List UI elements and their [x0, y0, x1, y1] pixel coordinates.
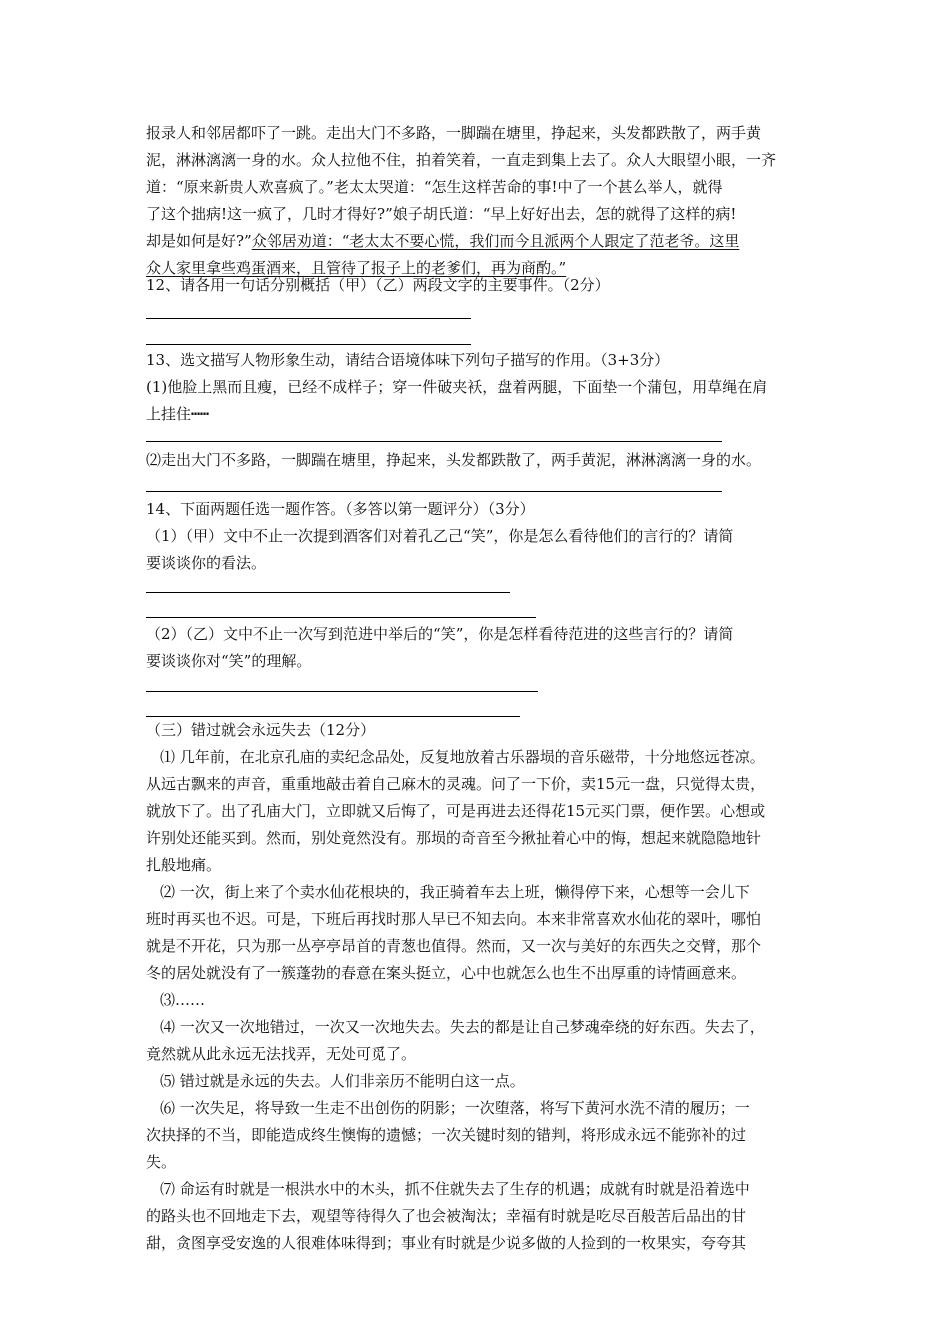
question-14-item-2 — [146, 621, 806, 675]
question-item: 要谈谈你对“笑”的理解。 — [146, 652, 312, 670]
question-item: (1)他脸上黑而且瘦，已经不成样子；穿一件破夹袄，盘着两腿，下面垫一个蒲包，用草绳在肩 — [146, 378, 768, 396]
paragraph-line: 许别处还能买到。然而，别处竟然没有。那埙的奇音至今揪扯着心中的悔，想起来就隐隐地针 — [146, 829, 762, 847]
question-title: 13、选文描写人物形象生动，请结合语境体味下列句子描写的作用。（3+3分） — [146, 351, 670, 369]
question-item: （1）（甲）文中不止一次提到酒客们对着孔乙己“笑”，你是怎么看待他们的言行的？请简 — [146, 527, 734, 545]
answer-line[interactable] — [146, 441, 722, 442]
passage-line: 泥，淋淋漓漓一身的水。众人拉他不住，拍着笑着，一直走到集上去了。众人大眼望小眼，一齐 — [146, 151, 777, 169]
question-13 — [146, 347, 806, 428]
paragraph-line: 扎般地痛。 — [146, 856, 222, 874]
passage-underlined-text: 众邻居劝道：“老太太不要心慌，我们而今且派两个人跟定了范老爷。这里 — [251, 232, 740, 250]
question-text: 12、请各用一句话分别概括（甲）（乙）两段文字的主要事件。（2分） — [146, 276, 610, 294]
passage-line: 道：“原来新贵人欢喜疯了。”老太太哭道：“怎生这样苦命的事!中了一个甚么举人，就得 — [146, 178, 723, 196]
question-item: 上挂住┅┅ — [146, 405, 210, 423]
passage-excerpt — [146, 120, 806, 282]
question-item: ⑵走出大门不多路，一脚踹在塘里，挣起来，头发都跌散了，两手黄泥，淋淋漓漓一身的水。 — [146, 451, 762, 469]
paragraph-line: 冬的居处就没有了一簇蓬勃的春意在案头挺立，心中也就怎么也生不出厚重的诗情画意来。 — [146, 964, 747, 982]
question-item: （2）（乙）文中不止一次写到范进中举后的“笑”，你是怎样看待范进的这些言行的？请简 — [146, 625, 734, 643]
question-14 — [146, 496, 806, 577]
answer-line[interactable] — [146, 617, 536, 618]
paragraph-line: ⑺ 命运有时就是一根洪水中的木头，抓不住就失去了生存的机遇；成就有时就是沿着选中 — [160, 1180, 750, 1198]
question-13-item-2 — [146, 447, 806, 474]
passage-underlined-line: 众人家里拿些鸡蛋酒来，且管待了报子上的老爹们，再为商酌。” — [146, 259, 567, 277]
paragraph-line: 就放下了。出了孔庙大门，立即就又后悔了，可是再进去还得花15元买门票，便作罢。心想或 — [146, 802, 766, 820]
paragraph-line: ⑴ 几年前，在北京孔庙的卖纪念品处，反复地放着古乐器埙的音乐磁带，十分地悠远苍凉。 — [160, 748, 765, 766]
answer-line[interactable] — [146, 344, 471, 345]
paragraph-line: 班时再买也不迟。可是，下班后再找时那人早已不知去向。本来非常喜欢水仙花的翠叶，哪怕 — [146, 910, 762, 928]
answer-line[interactable] — [146, 318, 471, 319]
question-12 — [146, 272, 806, 299]
paragraph-line: 的路头也不回地走下去，观望等待得久了也会被淘汰；幸福有时就是吃尽百般苦后品出的甘 — [146, 1207, 747, 1225]
question-item: 要谈谈你的看法。 — [146, 554, 267, 572]
passage-line-mixed — [146, 228, 806, 255]
passage-plain-text: 却是如何是好?” — [146, 232, 252, 250]
paragraph-line: ⑶…… — [160, 991, 206, 1009]
paragraph-line: ⑵ 一次，街上来了个卖水仙花根块的，我正骑着车去上班，懒得停下来，心想等一会儿下 — [160, 883, 750, 901]
section-3 — [146, 717, 806, 1257]
section-title: （三）错过就会永远失去（12分） — [146, 721, 376, 739]
paragraph-line: 从远古飘来的声音，重重地敲击着自己麻木的灵魂。问了一下价，卖15元一盘，只觉得太贵， — [146, 775, 766, 793]
passage-line: 了这个拙病!这一疯了，几时才得好?”娘子胡氏道：“早上好好出去，怎的就得了这样的病! — [146, 205, 737, 223]
answer-line[interactable] — [146, 491, 722, 492]
answer-line[interactable] — [146, 691, 538, 692]
paragraph-line: 就是不开花，只为那一丛亭亭昂首的青葱也值得。然而，又一次与美好的东西失之交臂，那个 — [146, 937, 762, 955]
paragraph-line: 失。 — [146, 1153, 177, 1171]
question-title: 14、下面两题任选一题作答。（多答以第一题评分）（3分） — [146, 500, 535, 518]
answer-line[interactable] — [146, 592, 510, 593]
paragraph-line: ⑷ 一次又一次地错过，一次又一次地失去。失去的都是让自己梦魂牵绕的好东西。失去了， — [160, 1018, 765, 1036]
paragraph-line: 竟然就从此永远无法找弄，无处可觅了。 — [146, 1045, 417, 1063]
paragraph-line: 甜，贪图享受安逸的人很难体味得到；事业有时就是少说多做的人捡到的一枚果实，夸夸其 — [146, 1234, 747, 1252]
paragraph-line: ⑹ 一次失足，将导致一生走不出创伤的阴影；一次堕落，将写下黄河水洗不清的履历；一 — [160, 1099, 750, 1117]
passage-line: 报录人和邻居都吓了一跳。走出大门不多路，一脚踹在塘里，挣起来，头发都跌散了，两手黄 — [146, 124, 762, 142]
paragraph-line: 次抉择的不当，即能造成终生懊悔的遗憾；一次关键时刻的错判，将形成永远不能弥补的过 — [146, 1126, 747, 1144]
paragraph-line: ⑸ 错过就是永远的失去。人们非亲历不能明白这一点。 — [160, 1072, 525, 1090]
